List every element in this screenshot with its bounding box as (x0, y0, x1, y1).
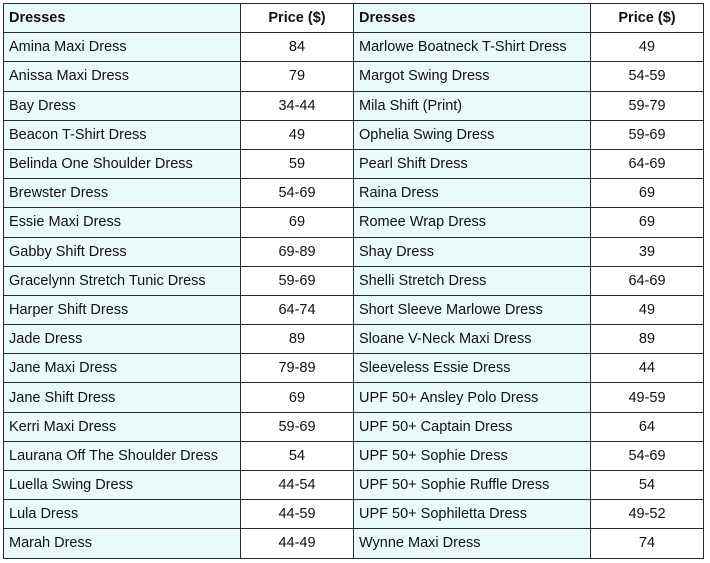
dress-name-cell: Harper Shift Dress (4, 295, 241, 324)
dress-name-cell: Jade Dress (4, 325, 241, 354)
dress-name-cell: Amina Maxi Dress (4, 33, 241, 62)
price-cell: 44-59 (241, 500, 354, 529)
price-cell: 59-79 (591, 91, 704, 120)
dress-name-cell: Marlowe Boatneck T-Shirt Dress (354, 33, 591, 62)
dress-name-cell: Gabby Shift Dress (4, 237, 241, 266)
dress-name-cell: Luella Swing Dress (4, 471, 241, 500)
table-body (354, 33, 704, 558)
price-cell: 74 (591, 529, 704, 558)
price-cell: 54 (591, 471, 704, 500)
price-cell: 69 (241, 383, 354, 412)
dress-name-cell: UPF 50+ Ansley Polo Dress (354, 383, 591, 412)
dress-name-cell: Laurana Off The Shoulder Dress (4, 441, 241, 470)
price-table-left (3, 3, 354, 559)
dress-name-cell: Short Sleeve Marlowe Dress (354, 295, 591, 324)
table-row (354, 179, 704, 208)
price-cell: 34-44 (241, 91, 354, 120)
price-cell: 54 (241, 441, 354, 470)
table-row (354, 471, 704, 500)
price-cell: 39 (591, 237, 704, 266)
price-cell: 64-69 (591, 266, 704, 295)
price-cell: 69-89 (241, 237, 354, 266)
table-row (4, 295, 354, 324)
dress-name-cell: Pearl Shift Dress (354, 149, 591, 178)
table-row (354, 325, 704, 354)
table-row (4, 412, 354, 441)
price-table-right (353, 3, 704, 559)
price-cell: 59-69 (241, 266, 354, 295)
dress-name-cell: Jane Shift Dress (4, 383, 241, 412)
column-header-dresses: Dresses (4, 4, 241, 33)
table-row (4, 179, 354, 208)
price-cell: 69 (591, 208, 704, 237)
column-header-price: Price ($) (241, 4, 354, 33)
dress-name-cell: Sloane V-Neck Maxi Dress (354, 325, 591, 354)
price-cell: 84 (241, 33, 354, 62)
dress-name-cell: Kerri Maxi Dress (4, 412, 241, 441)
price-cell: 54-69 (591, 441, 704, 470)
table-row (4, 91, 354, 120)
price-cell: 64-74 (241, 295, 354, 324)
price-cell: 64-69 (591, 149, 704, 178)
price-cell: 59 (241, 149, 354, 178)
table-row (354, 441, 704, 470)
table-row (354, 208, 704, 237)
table-body (4, 33, 354, 558)
dress-name-cell: Brewster Dress (4, 179, 241, 208)
table-row (354, 91, 704, 120)
table-row (354, 62, 704, 91)
price-list (3, 3, 704, 559)
price-cell: 44-54 (241, 471, 354, 500)
dress-name-cell: Shelli Stretch Dress (354, 266, 591, 295)
table-row (4, 237, 354, 266)
dress-name-cell: Wynne Maxi Dress (354, 529, 591, 558)
price-cell: 54-69 (241, 179, 354, 208)
price-cell: 49 (591, 295, 704, 324)
dress-name-cell: Beacon T-Shirt Dress (4, 120, 241, 149)
price-cell: 49-59 (591, 383, 704, 412)
table-row (4, 266, 354, 295)
price-cell: 69 (591, 179, 704, 208)
dress-name-cell: Marah Dress (4, 529, 241, 558)
table-row (4, 62, 354, 91)
price-cell: 79-89 (241, 354, 354, 383)
table-row (4, 149, 354, 178)
column-header-dresses: Dresses (354, 4, 591, 33)
column-header-price: Price ($) (591, 4, 704, 33)
table-row (4, 120, 354, 149)
table-row (354, 500, 704, 529)
dress-name-cell: UPF 50+ Sophie Ruffle Dress (354, 471, 591, 500)
table-row (354, 33, 704, 62)
dress-name-cell: Lula Dress (4, 500, 241, 529)
price-cell: 44-49 (241, 529, 354, 558)
price-cell: 59-69 (591, 120, 704, 149)
dress-name-cell: Shay Dress (354, 237, 591, 266)
dress-name-cell: Belinda One Shoulder Dress (4, 149, 241, 178)
dress-name-cell: Ophelia Swing Dress (354, 120, 591, 149)
dress-name-cell: UPF 50+ Sophie Dress (354, 441, 591, 470)
table-row (4, 441, 354, 470)
table-row (4, 383, 354, 412)
price-cell: 69 (241, 208, 354, 237)
price-cell: 89 (591, 325, 704, 354)
table-row (4, 354, 354, 383)
price-cell: 54-59 (591, 62, 704, 91)
dress-name-cell: Jane Maxi Dress (4, 354, 241, 383)
dress-name-cell: Raina Dress (354, 179, 591, 208)
dress-name-cell: Essie Maxi Dress (4, 208, 241, 237)
price-cell: 49 (241, 120, 354, 149)
table-row (4, 33, 354, 62)
table-row (4, 471, 354, 500)
price-cell: 49 (591, 33, 704, 62)
price-cell: 64 (591, 412, 704, 441)
table-row (354, 149, 704, 178)
price-cell: 89 (241, 325, 354, 354)
dress-name-cell: Romee Wrap Dress (354, 208, 591, 237)
table-row (354, 354, 704, 383)
table-row (4, 208, 354, 237)
table-row (4, 529, 354, 558)
dress-name-cell: Sleeveless Essie Dress (354, 354, 591, 383)
dress-name-cell: Gracelynn Stretch Tunic Dress (4, 266, 241, 295)
table-row (354, 295, 704, 324)
price-cell: 79 (241, 62, 354, 91)
table-row (354, 412, 704, 441)
header-row (4, 4, 354, 33)
price-cell: 49-52 (591, 500, 704, 529)
dress-name-cell: UPF 50+ Captain Dress (354, 412, 591, 441)
table-row (354, 237, 704, 266)
header-row (354, 4, 704, 33)
table-row (354, 266, 704, 295)
table-row (354, 383, 704, 412)
table-row (4, 500, 354, 529)
dress-name-cell: Margot Swing Dress (354, 62, 591, 91)
table-row (354, 120, 704, 149)
dress-name-cell: UPF 50+ Sophiletta Dress (354, 500, 591, 529)
table-row (354, 529, 704, 558)
dress-name-cell: Bay Dress (4, 91, 241, 120)
dress-name-cell: Mila Shift (Print) (354, 91, 591, 120)
price-cell: 59-69 (241, 412, 354, 441)
dress-name-cell: Anissa Maxi Dress (4, 62, 241, 91)
table-row (4, 325, 354, 354)
price-cell: 44 (591, 354, 704, 383)
